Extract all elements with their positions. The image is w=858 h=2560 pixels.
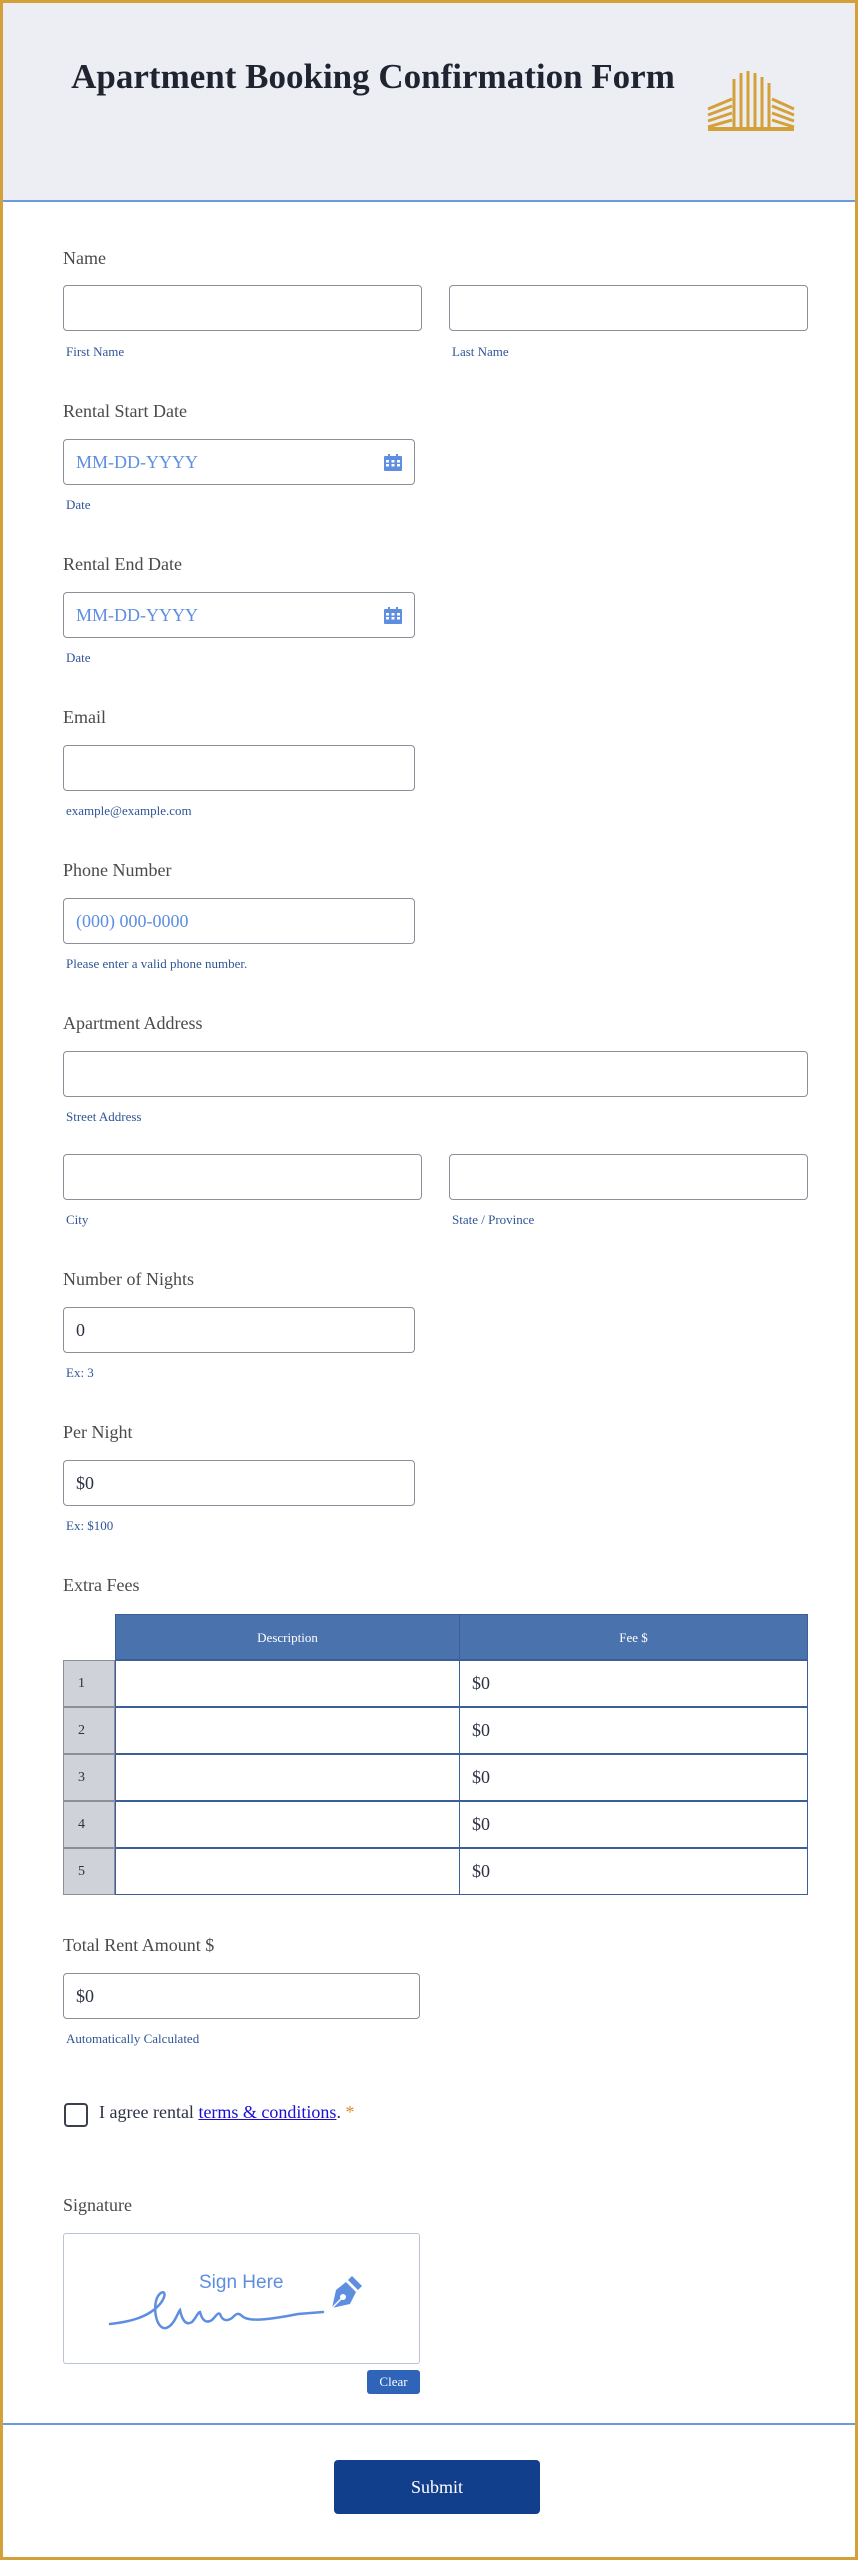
start-date-label: Rental Start Date [63,401,187,421]
per-night-value: $0 [76,1473,94,1493]
phone-label: Phone Number [63,860,172,880]
last-name-input[interactable] [449,285,808,331]
calendar-icon[interactable] [384,454,402,471]
agree-checkbox[interactable] [64,2103,88,2127]
fee-description-cell[interactable] [115,1660,460,1707]
nights-sublabel: Ex: 3 [66,1365,94,1380]
fee-description-cell[interactable] [115,1707,460,1754]
start-date-input[interactable] [63,439,415,485]
building-icon [706,69,796,133]
state-input[interactable] [449,1154,808,1200]
address-label: Apartment Address [63,1013,203,1033]
total-sublabel: Automatically Calculated [66,2031,200,2046]
row-number: 3 [63,1754,115,1801]
phone-sublabel: Please enter a valid phone number. [66,956,248,971]
terms-link[interactable]: terms & conditions [198,2102,337,2122]
nights-label: Number of Nights [63,1269,194,1289]
total-rent-value: $0 [76,1986,94,2006]
name-label: Name [63,248,106,268]
form-title: Apartment Booking Confirmation Form [71,57,675,96]
first-name-input[interactable] [63,285,422,331]
per-night-input[interactable] [63,1460,415,1506]
row-number: 4 [63,1801,115,1848]
form-header [3,3,855,202]
end-date-input[interactable] [63,592,415,638]
nights-value: 0 [76,1320,85,1340]
end-date-placeholder: MM-DD-YYYY [76,605,198,625]
agree-suffix: . [336,2102,341,2122]
city-input[interactable] [63,1154,422,1200]
signature-placeholder: Sign Here [199,2272,284,2293]
email-sublabel: example@example.com [66,803,192,818]
fee-description-cell[interactable] [115,1754,460,1801]
agree-text [99,2102,354,2123]
phone-placeholder: (000) 000-0000 [76,911,189,931]
email-label: Email [63,707,106,727]
total-rent-input[interactable] [63,1973,420,2019]
fee-description-cell[interactable] [115,1801,460,1848]
last-name-sublabel: Last Name [452,344,509,359]
per-night-label: Per Night [63,1422,133,1442]
phone-input[interactable] [63,898,415,944]
column-header-fee: Fee $ [459,1614,808,1660]
fee-amount-cell[interactable]: $0 [459,1754,808,1801]
per-night-sublabel: Ex: $100 [66,1518,114,1533]
street-address-sublabel: Street Address [66,1109,142,1124]
extra-fees-label: Extra Fees [63,1575,140,1595]
email-input[interactable] [63,745,415,791]
signature-pad[interactable] [63,2233,420,2364]
row-number: 2 [63,1707,115,1754]
fee-amount-cell[interactable]: $0 [459,1848,808,1895]
fee-amount-cell[interactable]: $0 [459,1801,808,1848]
first-name-sublabel: First Name [66,344,125,359]
signature-label: Signature [63,2195,132,2215]
start-date-sublabel: Date [66,497,91,512]
street-address-input[interactable] [63,1051,808,1097]
fee-description-cell[interactable] [115,1848,460,1895]
clear-signature-button[interactable]: Clear [367,2370,420,2394]
footer-divider [3,2423,855,2425]
nights-input[interactable] [63,1307,415,1353]
end-date-label: Rental End Date [63,554,182,574]
start-date-placeholder: MM-DD-YYYY [76,452,198,472]
state-sublabel: State / Province [452,1212,535,1227]
pen-nib-icon [326,2272,366,2312]
agree-prefix: I agree rental [99,2102,199,2122]
row-number: 1 [63,1660,115,1707]
column-header-description: Description [115,1614,460,1660]
fee-amount-cell[interactable]: $0 [459,1660,808,1707]
row-number: 5 [63,1848,115,1895]
required-mark: * [345,2102,355,2122]
fee-amount-cell[interactable]: $0 [459,1707,808,1754]
submit-button[interactable]: Submit [334,2460,540,2514]
total-label: Total Rent Amount $ [63,1935,215,1955]
calendar-icon[interactable] [384,607,402,624]
city-sublabel: City [66,1212,89,1227]
end-date-sublabel: Date [66,650,91,665]
